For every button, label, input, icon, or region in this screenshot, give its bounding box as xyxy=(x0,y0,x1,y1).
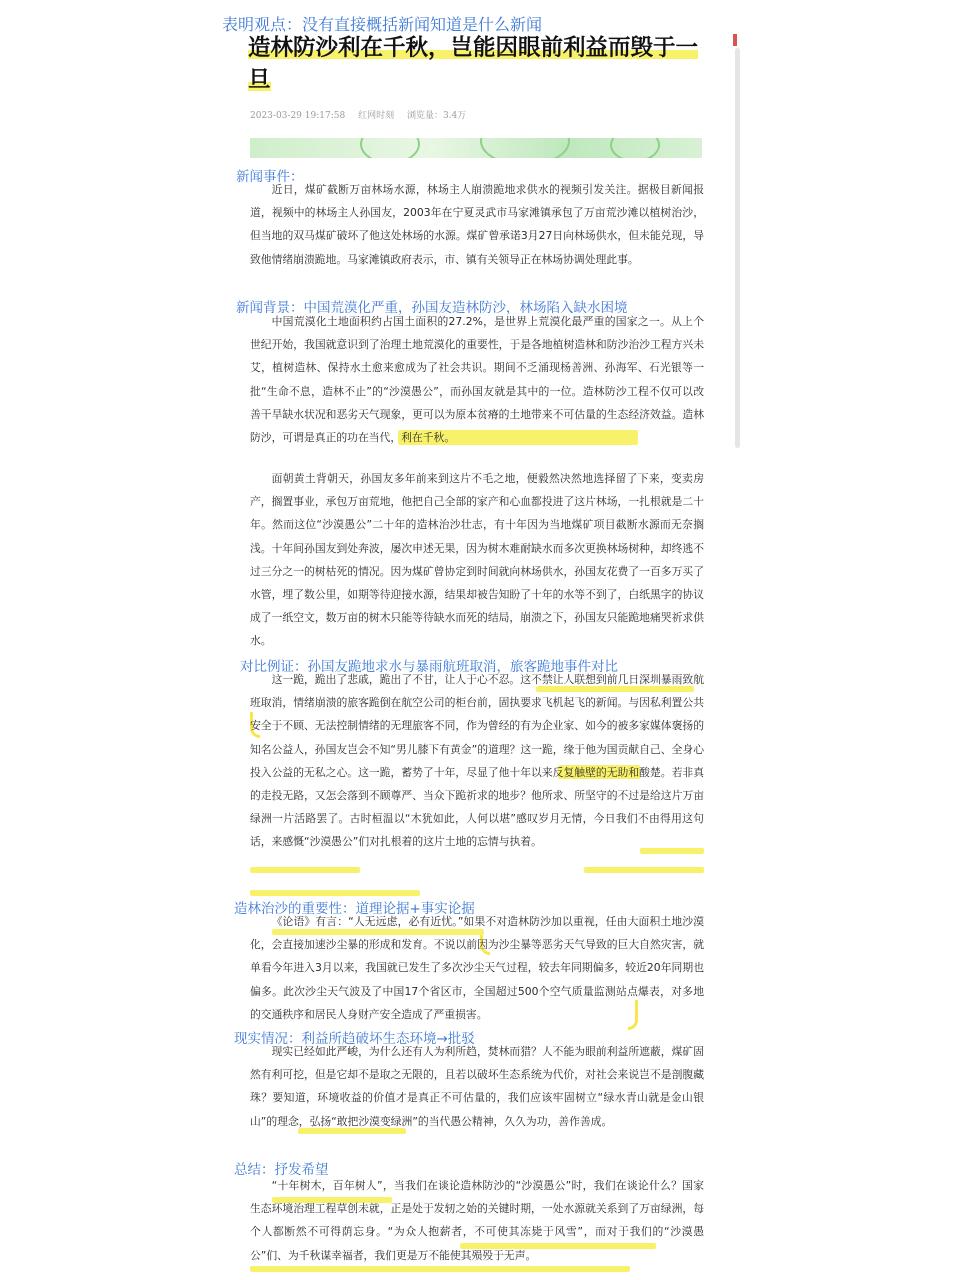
scroll-position-marker xyxy=(733,34,737,46)
section-heading-importance: 造林治沙的重要性：道理论据+事实论据 xyxy=(234,901,475,917)
article-banner-image xyxy=(250,138,702,158)
paragraph: 中国荒漠化土地面积约占国土面积的27.2%，是世界上荒漠化最严重的国家之一。从上个世纪开始，我国就意识到了治理土地荒漠化的重要性，于是各地植树造林和防沙治沙工程方兴未艾，植树造林、保持水土愈来愈成为了社会共识。期间不乏涌现杨善洲、孙海军、石光银等一批“生命不息，造林不止”的“沙漠愚公”，而孙国友就是其中的一位。造林防沙工程不仅可以改善干旱缺水状况和恶劣天气现象，更可以为原本贫瘠的土地带来不可估量的生态经济效益。造林防沙，可谓是真正的功在当代，利在千秋。 xyxy=(250,315,704,445)
highlight-mark xyxy=(250,867,360,873)
article-date: 2023-03-29 19:17:58 xyxy=(250,111,346,121)
highlight-mark xyxy=(250,890,420,896)
section-heading-news-event: 新闻事件： xyxy=(236,169,304,185)
section-heading-background: 新闻背景：中国荒漠化严重，孙国友造林防沙，林场陷入缺水困境 xyxy=(236,300,628,316)
paragraph: 现实已经如此严峻，为什么还有人为利所趋，焚林而猎？人不能为眼前利益所遮蔽，煤矿固然有利可挖，但是它却不是取之无限的，且若以破坏生态系统为代价，对社会来说岂不是剖腹藏珠？要知道，环境收益的价值才是真正不可估量的，我们应该牢固树立“绿水青山就是金山银山”的理念，弘扬“敢把沙漠变绿洲”的当代愚公精神，久久为功，善作善成。 xyxy=(250,1045,704,1128)
article-views: 浏览量：3.4万 xyxy=(406,111,467,121)
highlight-mark xyxy=(250,1266,630,1272)
paragraph: 《论语》有言：“人无远虑，必有近忧。”如果不对造林防沙加以重视，任由大面积土地沙漠化，会直接加速沙尘暴的形成和发育。不说以前因为沙尘暴等恶劣天气导致的巨大自然灾害，就单看今年进入3月以来，我国就已发生了多次沙尘天气过程，较去年同期偏多，较近20年同期也偏多。此次沙尘天气波及了中国17个省区市，全国超过500个空气质量监测站点爆表，对多地的交通秩序和居民人身财产安全造成了严重损害。 xyxy=(250,915,704,1021)
scrollbar[interactable] xyxy=(735,48,740,448)
paragraph: 这一跪，跪出了悲戚，跪出了不甘，让人于心不忍。这不禁让人联想到前几日深圳暴雨致航班取消，情绪崩溃的旅客跪倒在航空公司的柜台前，固执要求飞机起飞的新闻。与因私利置公共安全于不顾、无法控制情绪的无理旅客不同，作为曾经的有为企业家、如今的被多家媒体褒扬的知名公益人，孙国友岂会不知“男儿膝下有黄金”的道理？这一跪，缘于他为国贡献自己、全身心投入公益的无私之心。这一跪，蓄势了十年，尽显了他十年以来反复触壁的无助和酸楚。若非真的走投无路，又怎会落到不顾尊严、当众下跪祈求的地步？他所求、所坚守的不过是给这片万亩绿洲一片活路罢了。古时桓温以“木犹如此，人何以堪”感叹岁月无情，今日我们不由得用这句话，来感慨“沙漠愚公”们对扎根着的这片土地的忘情与执着。 xyxy=(250,673,704,849)
paragraph: 近日，煤矿截断万亩林场水源，林场主人崩溃跪地求供水的视频引发关注。据极目新闻报道，视频中的林场主人孙国友，2003年在宁夏灵武市马家滩镇承包了万亩荒沙滩以植树治沙，但当地的双马煤矿破坏了他这处林场的水源。煤矿曾承诺3月27日向林场供水，但未能兑现，导致他情绪崩溃跪地。马家滩镇政府表示，市、镇有关领导正在林场协调处理此事。 xyxy=(250,183,704,266)
article-source[interactable]: 红网时刻 xyxy=(358,111,395,121)
paragraph: “十年树木，百年树人”，当我们在谈论造林防沙的“沙漠愚公”时，我们在谈论什么？国家生态环境治理工程草创未就，正是处于发轫之始的关键时期，一处水源就关系到了万亩绿洲，每个人都断然不可得荫忘身。“为众人抱薪者，不可使其冻毙于风雪”，而对于我们的“沙漠愚公”们、为千秋谋幸福者，我们更是万不能使其殒殁于无声。 xyxy=(250,1179,704,1262)
article-meta xyxy=(250,108,476,121)
annotation-top: 表明观点：没有直接概括新闻知道是什么新闻 xyxy=(222,15,543,34)
section-heading-summary: 总结：抒发希望 xyxy=(234,1162,329,1178)
section-heading-comparison: 对比例证：孙国友跪地求水与暴雨航班取消，旅客跪地事件对比 xyxy=(240,659,618,675)
article-title: 造林防沙利在千秋，岂能因眼前利益而毁于一旦 xyxy=(248,35,699,93)
paragraph: 面朝黄土背朝天，孙国友多年前来到这片不毛之地，便毅然决然地选择留了下来，变卖房产，搁置事业，承包万亩荒地，他把自己全部的家产和心血都投进了这片林场，一扎根就是二十年。然而这位“沙漠愚公”二十年的造林治沙壮志，有十年因为当地煤矿项目截断水源而无奈搁浅。十年间孙国友到处奔波，屡次申述无果，因为树木难耐缺水而多次更换林场树种，却终逃不过三分之一的树枯死的情况。因为煤矿曾协定到时间就向林场供水，孙国友花费了一百多万买了水管，埋了数公里，如期等待迎接水源，结果却被告知盼了十年的水等不到了，白纸黑字的协议成了一纸空文，数万亩的树木只能等待缺水而死的结局，崩溃之下，孙国友只能跪地痛哭祈求供水。 xyxy=(250,472,704,648)
highlight-mark xyxy=(584,867,704,873)
section-heading-reality: 现实情况：利益所趋破坏生态环境→批驳 xyxy=(234,1031,475,1047)
